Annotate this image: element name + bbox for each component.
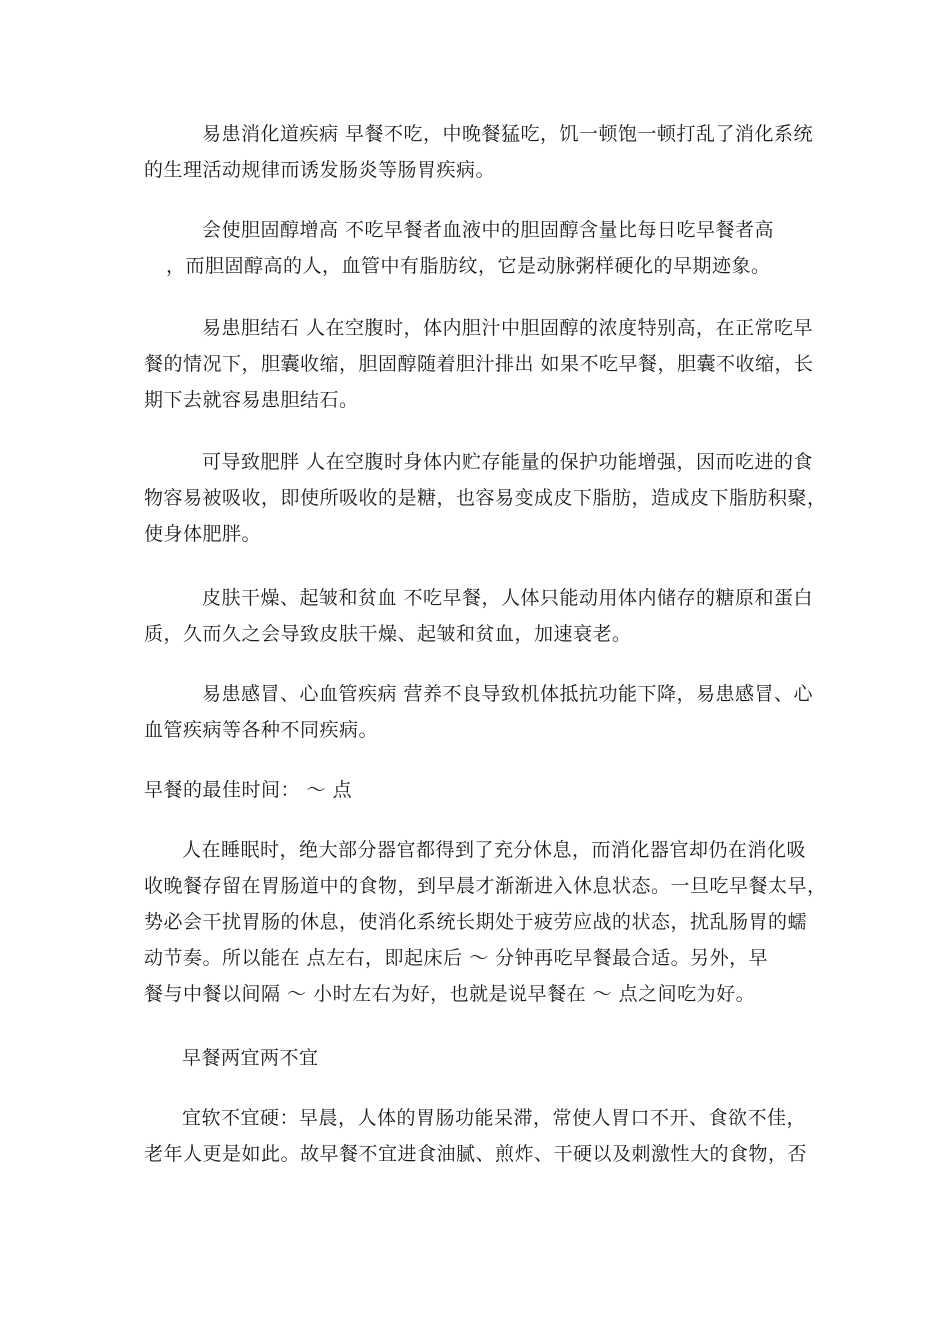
paragraph-digestive-disease: [144, 116, 814, 188]
text-line: 皮肤干燥、起皱和贫血 不吃早餐，人体只能动用体内储存的糖原和蛋白: [202, 587, 814, 609]
text-line: 可导致肥胖 人在空腹时身体内贮存能量的保护功能增强，因而吃进的食: [202, 451, 814, 473]
text-line: 收晚餐存留在胃肠道中的食物，到早晨才渐渐进入休息状态。一旦吃早餐太早，: [144, 875, 827, 897]
text-line: 早餐的最佳时间： ～ 点: [144, 779, 353, 801]
text-line: 使身体肥胖。: [144, 523, 262, 545]
paragraph-cholesterol: [144, 212, 806, 284]
text-line: 易患消化道疾病 早餐不吃，中晚餐猛吃，饥一顿饱一顿打乱了消化系统: [202, 123, 814, 145]
paragraph-soft-not-hard: [144, 1100, 806, 1172]
text-line: 早餐两宜两不宜: [182, 1047, 319, 1069]
text-line: 的生理活动规律而诱发肠炎等肠胃疾病。: [144, 159, 496, 181]
text-line: 动节奏。所以能在 点左右，即起床后 ～ 分钟再吃早餐最合适。另外，早: [144, 947, 769, 969]
paragraph-sleep-digestion: [144, 832, 827, 1012]
text-line: 人在睡眠时，绝大部分器官都得到了充分休息，而消化器官却仍在消化吸: [182, 839, 807, 861]
text-line: 餐的情况下，胆囊收缩，胆固醇随着胆汁排出 如果不吃早餐，胆囊不收缩，长: [144, 353, 814, 375]
text-line: 餐与中餐以间隔 ～ 小时左右为好，也就是说早餐在 ～ 点之间吃为好。: [144, 983, 756, 1005]
text-line: 宜软不宜硬：早晨，人体的胃肠功能呆滞，常使人胃口不开、食欲不佳，: [182, 1107, 807, 1129]
text-line: 质，久而久之会导致皮肤干燥、起皱和贫血，加速衰老。: [144, 623, 632, 645]
heading-two-dos-two-donts: [144, 1040, 806, 1076]
text-line: 物容易被吸收，即使所吸收的是糖，也容易变成皮下脂肪，造成皮下脂肪积聚，: [144, 487, 827, 509]
text-line: 老年人更是如此。故早餐不宜进食油腻、煎炸、干硬以及刺激性大的食物，否: [144, 1143, 808, 1165]
heading-best-breakfast-time: [144, 772, 806, 808]
text-line: 期下去就容易患胆结石。: [144, 389, 359, 411]
paragraph-obesity: [144, 444, 827, 552]
text-line: 易患感冒、心血管疾病 营养不良导致机体抵抗功能下降，易患感冒、心: [202, 683, 814, 705]
text-line: 会使胆固醇增高 不吃早餐者血液中的胆固醇含量比每日吃早餐者高: [202, 219, 775, 241]
paragraph-skin-anemia: [144, 580, 814, 652]
text-line: ，而胆固醇高的人，血管中有脂肪纹，它是动脉粥样硬化的早期迹象。: [166, 255, 771, 277]
paragraph-gallstones: [144, 310, 814, 418]
text-line: 易患胆结石 人在空腹时，体内胆汁中胆固醇的浓度特别高，在正常吃早: [202, 317, 814, 339]
text-line: 势必会干扰胃肠的休息，使消化系统长期处于疲劳应战的状态，扰乱肠胃的蠕: [144, 911, 808, 933]
paragraph-cold-cardiovascular: [144, 676, 814, 748]
text-line: 血管疾病等各种不同疾病。: [144, 719, 379, 741]
